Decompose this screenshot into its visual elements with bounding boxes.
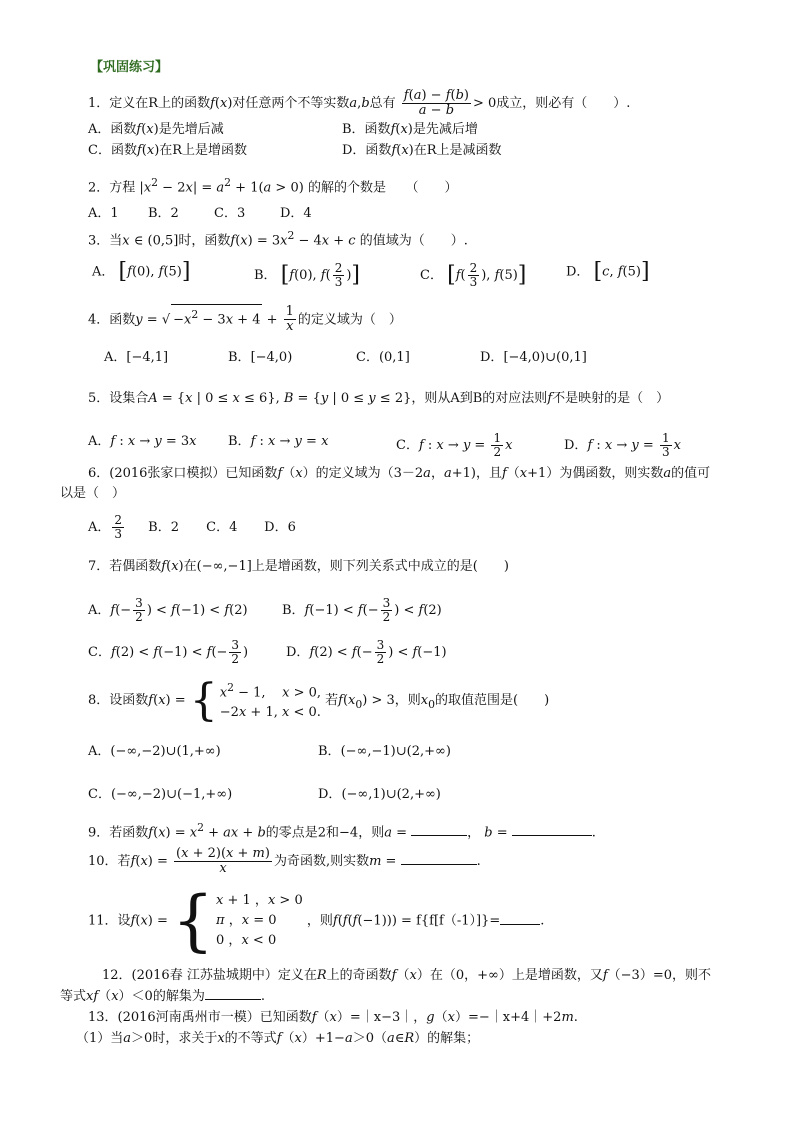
q1-option-b: B．函数f(x)是先减后增 [342,122,478,137]
question-13: 13．(2016河南禹州市一模）已知函数f（x）=｜x−3｜，g（x）=−｜x+4｜+2m. [88,1010,578,1025]
question-7: 7．若偶函数f(x)在(−∞,−1]上是增函数，则下列关系式中成立的是( ) [88,559,509,574]
q4-option-a: A．[−4,1] [104,350,169,365]
q7-option-c: C．f(2) < f(−1) < f(− $\frac{3}{2}$ ) [88,638,249,666]
question-4: 4．函数y = √ $-x^2 - 3x + 4$ + $\frac{1}{x}$ 的定义域为（ ） [88,304,402,335]
q4-option-b: B．[−4,0) [228,350,293,365]
q4-option-d: D．[−4,0)∪(0,1] [480,350,587,365]
q1-option-c: C．函数f(x)在R上是增函数 [88,143,248,158]
q8-option-d: D．(−∞,1)∪(2,+∞) [318,787,441,802]
question-3: 3．当x ∈ (0,5]时，函数$f(x) = 3x^2 - 4x + c$ 的值域为（ ）. [88,229,468,249]
question-13-part-1: （1）当a＞0时，求关于x的不等式f（x）+1−a＞0（a∈R）的解集； [76,1031,480,1046]
q7-option-a: A．f(− $\frac{3}{2}$ ) < f(−1) < f(2) [88,596,248,624]
q1-option-a: A．函数f(x)是先增后减 [88,122,224,137]
question-9: 9．若函数$f(x) = x^2$ + ax + b的零点是2和−4，则a = ， b = . [88,821,596,841]
question-12-cont: 等式xf（x）＜0的解集为 . [60,989,265,1004]
question-5: 5．设集合A = {x | 0 ≤ x ≤ 6}, B = {y | 0 ≤ y ≤ 2}，则从A到B的对应法则f不是映射的是（ ） [88,391,670,406]
q7-option-d: D．f(2) < f(− $\frac{3}{2}$ ) < f(−1) [286,638,447,666]
q5-option-b: B．f : x → y = x [228,434,329,449]
q7-option-b: B．f(−1) < f(− $\frac{3}{2}$ ) < f(2) [282,596,442,624]
q4-option-c: C．(0,1] [356,350,410,365]
q8-option-c: C．(−∞,−2)∪(−1,+∞) [88,787,233,802]
answer-blank-a[interactable] [411,823,467,836]
question-10: 10．若f(x) = $\frac{(x + 2)(x + m)}{x}$ 为奇函数,则实数m = . [88,846,481,876]
question-8: 8．设函数f(x) = { $x^2 - 1$, x > 0, −2x + 1, x < 0. 若$f(x_0) > 3$，则$x_0$的取值范围是( ) [88,674,550,726]
q8-option-b: B．(−∞,−1)∪(2,+∞) [318,744,451,759]
question-2: 2．方程 $|x^2 - 2x| = a^2 + 1(a > 0)$ 的解的个数是 （ ） [88,176,458,196]
q8-option-a: A．(−∞,−2)∪(1,+∞) [88,744,221,759]
q3-option-a: A． [f(0), f(5)] [92,259,191,284]
question-1: 1．定义在R上的函数f(x)对任意两个不等实数a,b总有 $\frac{f(a) - f(b)}{a - b}$ > 0成立，则必有（ ）. [88,88,631,118]
question-12: 12．(2016春 江苏盐城期中）定义在R上的奇函数f（x）在（0，+∞）上是增函数，又f（−3）=0，则不 [102,968,711,983]
question-11: 11．设f(x) = { x + 1 ，x > 0 π ，x = 0 0 ，x < 0 ，则f(f(f(−1))) = f{f[f（-1）]}= . [88,882,545,959]
question-6: 6．(2016张家口模拟）已知函数f（x）的定义域为（3－2a，a+1)，且f（x+1）为偶函数，则实数a的值可 [88,466,711,481]
q6-options: A． $\frac{2}{3}$ B．2 C．4 D．6 [88,513,296,541]
q5-option-a: A．f : x → y = 3x [88,434,197,449]
q3-option-d: D． [c, f(5)] [566,259,650,284]
q5-option-d: D．f : x → y = $\frac{1}{3}$ x [564,431,681,459]
q5-option-c: C．f : x → y = $\frac{1}{2}$ x [396,431,513,459]
answer-blank-12[interactable] [205,987,261,1000]
q1-option-d: D．函数f(x)在R上是减函数 [342,143,502,158]
answer-blank-b[interactable] [512,823,592,836]
question-6-cont: 以是（ ） [60,486,126,501]
answer-blank-11[interactable] [500,912,540,925]
answer-blank-m[interactable] [401,852,477,865]
q2-options: A．1 B．2 C．3 D．4 [88,206,312,221]
section-title: 【巩固练习】 [90,60,169,75]
q3-option-c: C． [f( $\frac{2}{3}$ ), f(5)] [420,261,527,289]
q3-option-b: B． [f(0), f( $\frac{2}{3}$ )] [254,261,360,289]
